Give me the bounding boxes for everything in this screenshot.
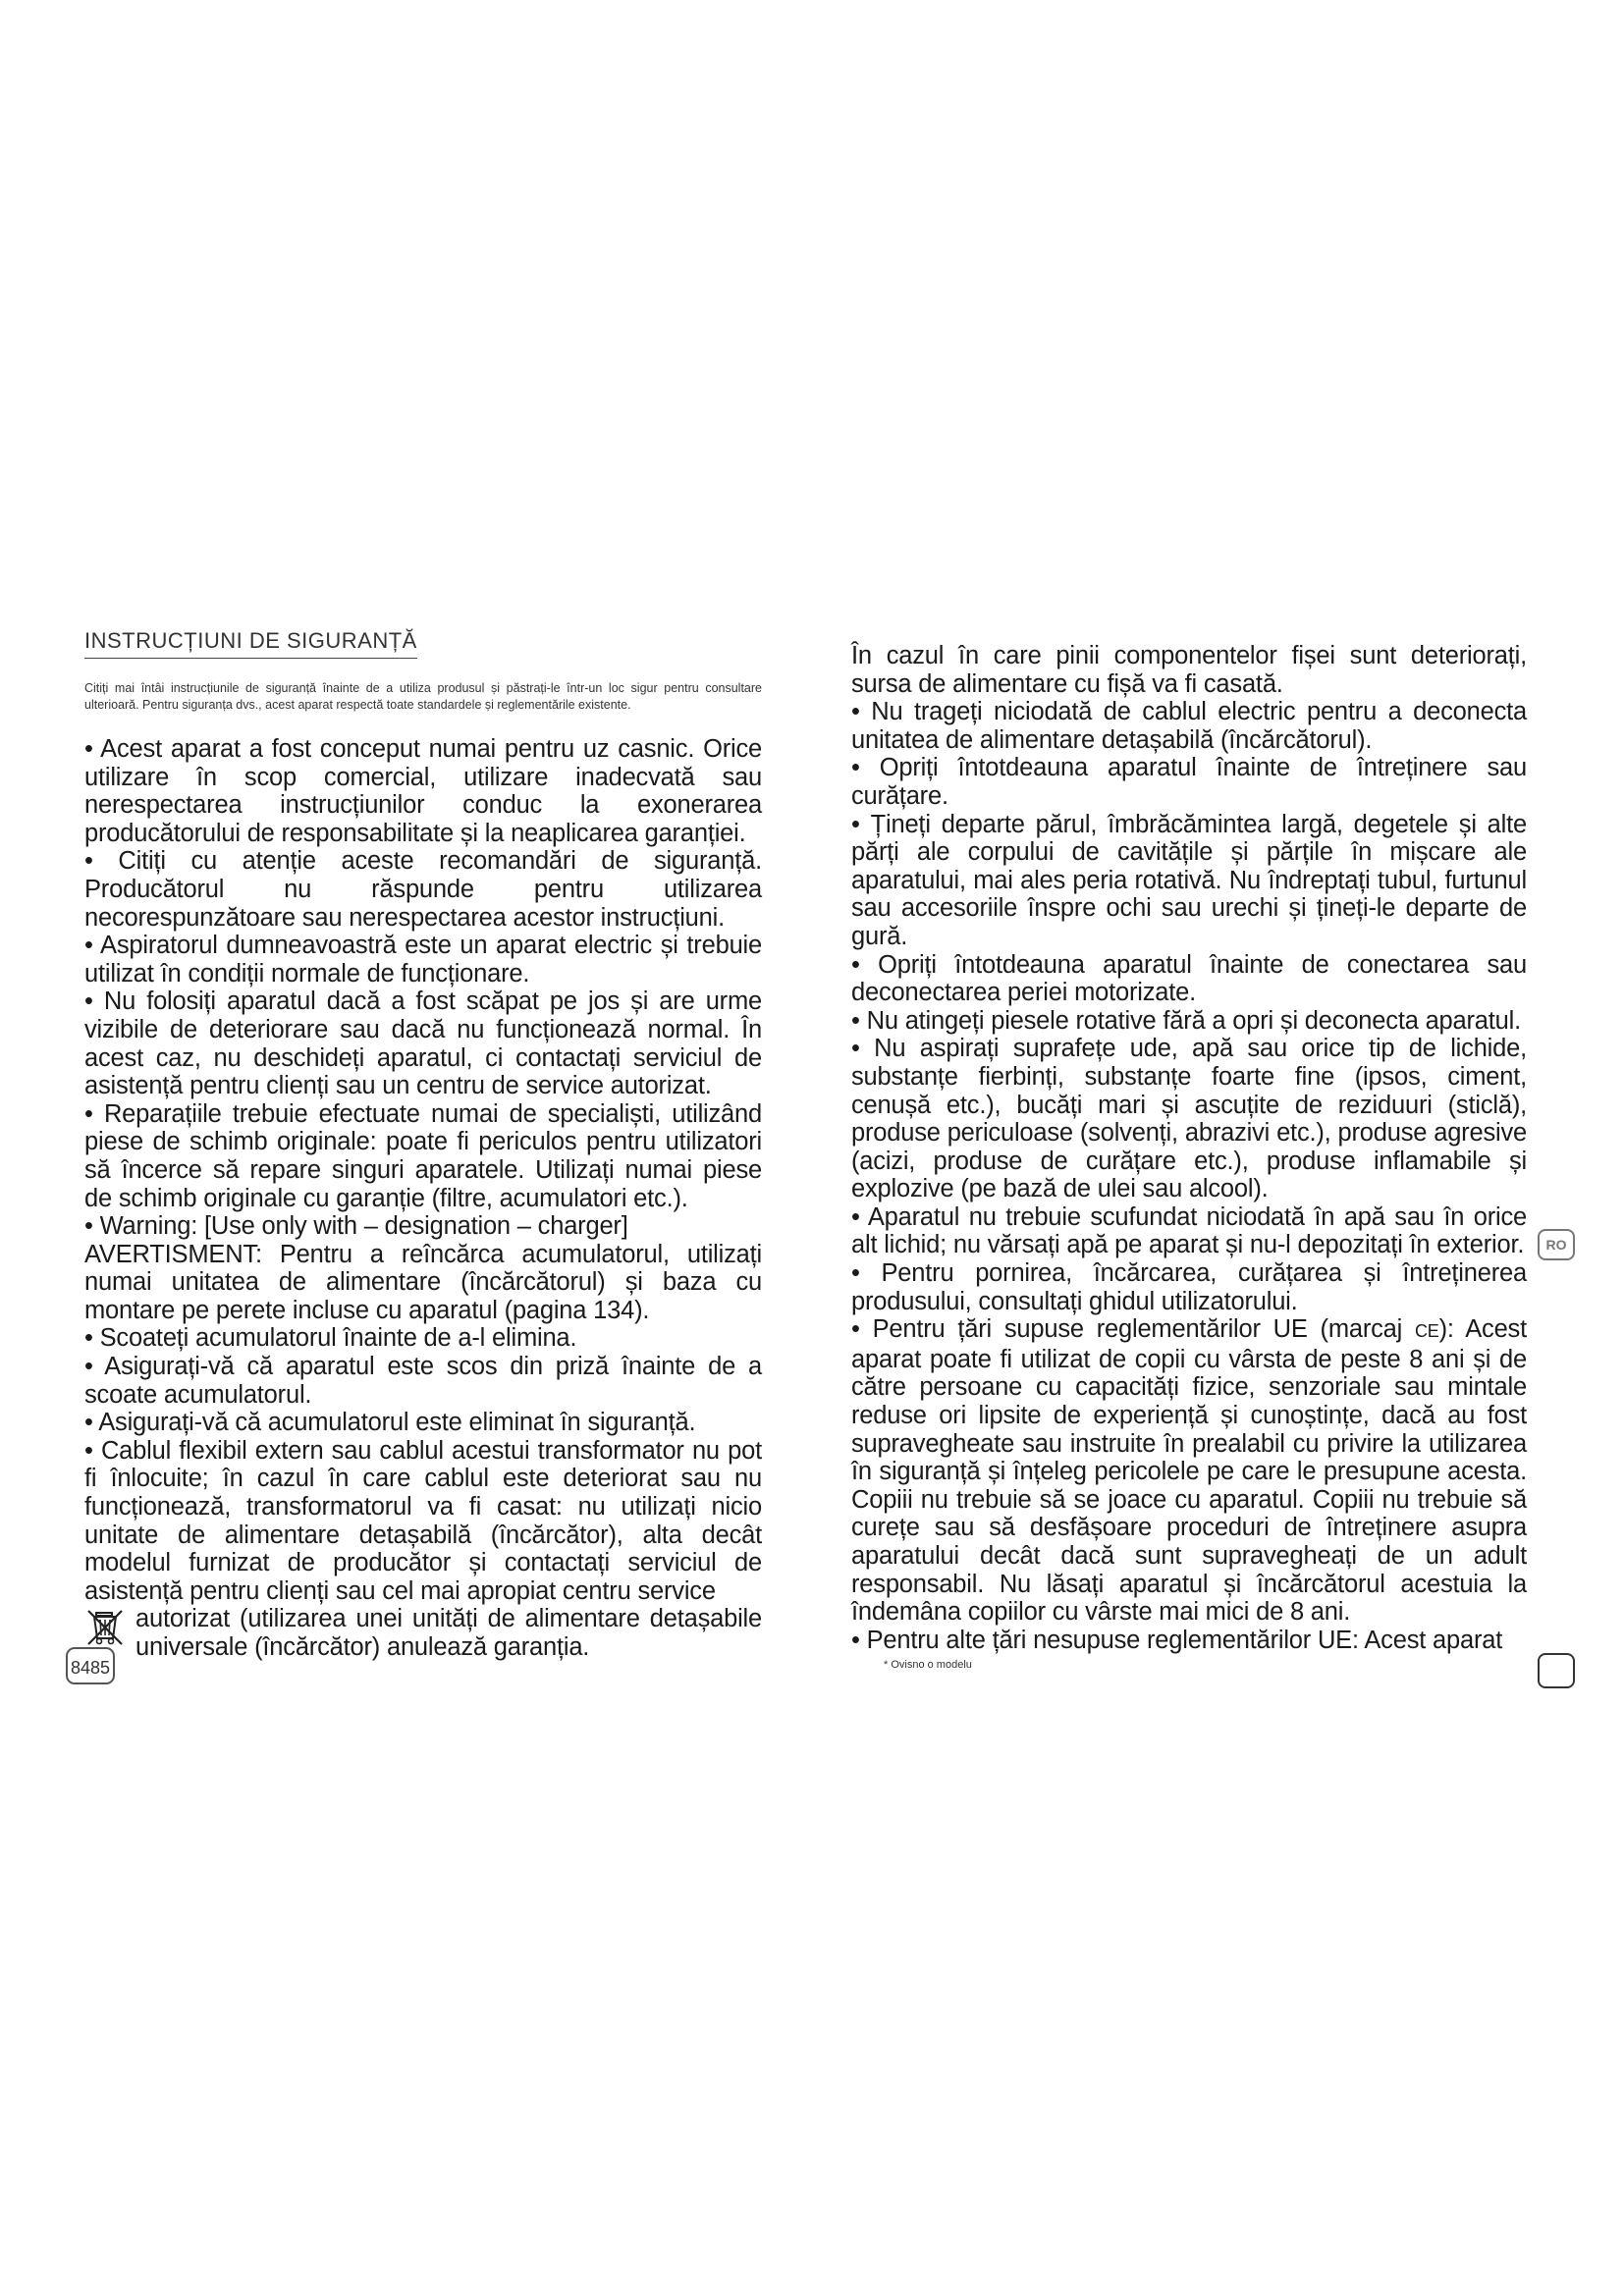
safety-item: • Pentru pornirea, încărcarea, curățarea și întreținerea produsului, consultați ghidul utilizatorului. — [851, 1259, 1527, 1315]
safety-item: • Nu aspirați suprafețe ude, apă sau orice tip de lichide, substanțe fierbinți, substanțe foarte fine (ipsos, ciment, cenușă etc.), bucăți mari și ascuțite de reziduuri (sticlă), produse periculoase (solvenți, abrazivi etc.), produse agresive (acizi, produse de curățare etc.), produse inflamabile și explozive (pe bază de ulei sau alcool). — [851, 1035, 1527, 1203]
safety-item: • Pentru alte țări nesupuse reglementărilor UE: Acest aparat — [851, 1626, 1503, 1654]
left-page — [84, 628, 762, 1662]
left-body — [84, 735, 762, 1662]
safety-item — [851, 1315, 1527, 1627]
safety-item: • Opriți întotdeauna aparatul înainte de conectarea sau deconectarea periei motorizate. — [851, 950, 1527, 1007]
crossed-bin-icon — [84, 1607, 126, 1648]
safety-item: În cazul în care pinii componentelor fișei sunt deteriorați, sursa de alimentare cu fișă va fi casată. — [851, 642, 1527, 698]
page-number-box — [1538, 1653, 1575, 1688]
right-body — [851, 642, 1527, 1654]
safety-item: • Nu atingeți piesele rotative fără a opri și deconecta aparatul. — [851, 1006, 1521, 1035]
safety-item: • Acest aparat a fost conceput numai pentru uz casnic. Orice utilizare în scop comercial, utilizare inadecvată sau nerespectarea instrucțiunilor conduc la exonerarea producătorului de responsabilitate și la neaplicarea garanției. — [84, 735, 762, 847]
safety-item: • Aspiratorul dumneavoastră este un aparat electric și trebuie utilizat în condiții normale de funcționare. — [84, 932, 762, 988]
right-page — [851, 642, 1527, 1654]
safety-item: • Asigurați-vă că aparatul este scos din priză înainte de a scoate acumulatorul. — [84, 1353, 762, 1409]
safety-item: • Scoateți acumulatorul înainte de a-l elimina. — [84, 1324, 577, 1353]
safety-item: • Citiți cu atenție aceste recomandări de siguranță. Producătorul nu răspunde pentru utilizarea necorespunzătoare sau nerespectarea acestor instrucțiuni. — [84, 847, 762, 932]
warning-item: AVERTISMENT: Pentru a reîncărca acumulatorul, utilizați numai unitatea de alimentare (încărcătorul) și baza cu montare pe perete incluse cu aparatul (pagina 134). — [84, 1240, 762, 1324]
intro-text: Citiți mai întâi instrucțiunile de siguranță înainte de a utiliza produsul și păstrați-le într-un loc sigur pentru consultare ulterioară. Pentru siguranța dvs., acest aparat respectă toate standardele și reglementările existente. — [84, 681, 762, 712]
ce-mark: CE — [1414, 1321, 1439, 1342]
safety-item: • Warning: [Use only with – designation – charger] — [84, 1212, 628, 1241]
icon-paragraph-text: autorizat (utilizarea unei unități de alimentare detașabile universale (încărcător) anulează garanția. — [135, 1605, 762, 1661]
safety-item: • Opriți întotdeauna aparatul înainte de întreținere sau curățare. — [851, 754, 1527, 810]
safety-item: • Nu folosiți aparatul dacă a fost scăpat pe jos și are urme vizibile de deteriorare sau dacă nu funcționează normal. În acest caz, nu deschideți aparatul, ci contactați serviciul de asistență pentru clienți sau un centru de service autorizat. — [84, 988, 762, 1100]
icon-paragraph — [84, 1605, 762, 1661]
safety-item: • Țineți departe părul, îmbrăcămintea largă, degetele și alte părți ale corpului de cavitățile și părțile în mișcare ale aparatului, mai ales peria rotativă. Nu îndreptați tubul, furtunul sau accesoriile înspre ochi sau urechi și țineți-le departe de gură. — [851, 810, 1527, 950]
footnote: * Ovisno o modelu — [884, 1659, 972, 1671]
safety-item: • Aparatul nu trebuie scufundat niciodată în apă sau în orice alt lichid; nu vărsați apă pe aparat și nu-l depozitați în exterior. — [851, 1202, 1527, 1259]
safety-item: • Reparațiile trebuie efectuate numai de specialiști, utilizând piese de schimb originale: poate fi periculos pentru utilizatori să încerce să repare singuri aparatele. Utilizați numai piese de schimb originale cu garanție (filtre, acumulatori etc.). — [84, 1099, 762, 1212]
safety-item: • Asigurați-vă că acumulatorul este eliminat în siguranță. — [84, 1409, 696, 1437]
section-title: INSTRUCȚIUNI DE SIGURANȚĂ — [84, 628, 417, 659]
language-badge: RO — [1538, 1229, 1575, 1260]
eu-item-lead: • Pentru țări supuse reglementărilor UE (marcaj — [851, 1315, 1415, 1344]
safety-item: • Cablul flexibil extern sau cablul acestui transformator nu pot fi înlocuite; în cazul în care cablul este deteriorat sau nu funcționează, transformatorul va fi casat: nu utilizați nicio unitate de alimentare detașabilă (încărcător), alta decât modelul furnizat de producător și contactați serviciul de asistență pentru clienți sau cel mai apropiat centru service — [84, 1436, 762, 1605]
page-number: 8485 — [66, 1647, 115, 1684]
safety-item: • Nu trageți niciodată de cablul electric pentru a deconecta unitatea de alimentare detașabilă (încărcătorul). — [851, 698, 1527, 754]
eu-item-text: ): Acest aparat poate fi utilizat de copii cu vârsta de peste 8 ani și de către persoane cu capacități fizice, senzoriale sau mintale reduse ori lipsite de experiență și cunoștințe, dacă au fost supravegheate sau instruite în prealabil cu privire la utilizarea în siguranță și înțeleg pericolele pe care le presupune acesta. Copiii nu trebuie să se joace cu aparatul. Copiii nu trebuie să curețe sau să desfășoare proceduri de întreținere asupra aparatului decât dacă sunt supravegheați de un adult responsabil. Nu lăsați aparatul și încărcătorul acestuia la îndemâna copiilor cu vârste mai mici de 8 ani. — [851, 1315, 1527, 1627]
